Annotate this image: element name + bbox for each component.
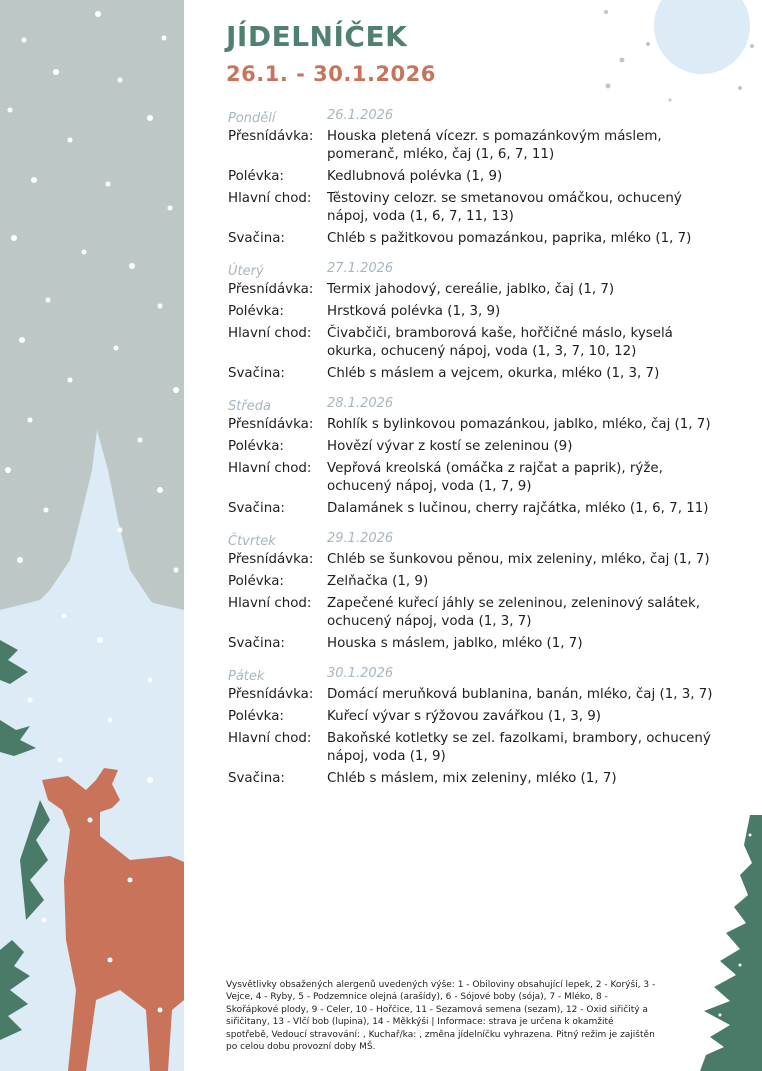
meal-label: Přesnídávka: bbox=[228, 417, 314, 432]
meal-label: Polévka: bbox=[228, 574, 284, 589]
day-date: 29.1.2026 bbox=[327, 531, 394, 546]
meal-label: Hlavní chod: bbox=[228, 596, 312, 611]
meal-text: Čivabčiči, bramborová kaše, hořčičné máslo, kyselá okurka, ochucený nápoj, voda (1, 3, 7, 10, 12) bbox=[327, 326, 673, 359]
meal-label: Polévka: bbox=[228, 439, 284, 454]
meal-row bbox=[228, 686, 716, 704]
meal-label: Hlavní chod: bbox=[228, 191, 312, 206]
day-name: Pondělí bbox=[228, 111, 276, 126]
meal-text: Kuřecí vývar s rýžovou zavářkou (1, 3, 9) bbox=[327, 709, 601, 724]
day-date: 26.1.2026 bbox=[327, 108, 394, 123]
day-monday bbox=[228, 108, 716, 248]
winter-illustration bbox=[0, 0, 184, 1071]
meal-row bbox=[228, 770, 716, 788]
meal-text: Zelňačka (1, 9) bbox=[327, 574, 429, 589]
meal-label: Svačina: bbox=[228, 771, 285, 786]
meal-text: Hovězí vývar z kostí se zeleninou (9) bbox=[327, 439, 573, 454]
meal-text: Hrstková polévka (1, 3, 9) bbox=[327, 304, 501, 319]
day-tuesday bbox=[228, 261, 716, 383]
meal-row bbox=[228, 128, 716, 164]
meal-label: Svačina: bbox=[228, 501, 285, 516]
pine-tree-illustration bbox=[700, 815, 762, 1071]
day-date: 27.1.2026 bbox=[327, 261, 394, 276]
day-name: Úterý bbox=[228, 264, 264, 279]
day-date: 28.1.2026 bbox=[327, 396, 394, 411]
day-header bbox=[228, 108, 716, 128]
meal-row bbox=[228, 573, 716, 591]
meal-label: Přesnídávka: bbox=[228, 552, 314, 567]
meal-row bbox=[228, 460, 716, 496]
meal-label: Hlavní chod: bbox=[228, 461, 312, 476]
meal-text: Chléb s pažitkovou pomazánkou, paprika, mléko (1, 7) bbox=[327, 231, 692, 246]
meal-row bbox=[228, 230, 716, 248]
day-header bbox=[228, 666, 716, 686]
meal-row bbox=[228, 281, 716, 299]
meal-row bbox=[228, 551, 716, 569]
meal-text: Termix jahodový, cereálie, jablko, čaj (1, 7) bbox=[327, 282, 615, 297]
day-name: Pátek bbox=[228, 669, 265, 684]
meal-row bbox=[228, 325, 716, 361]
weekly-menu bbox=[228, 108, 716, 801]
meal-label: Polévka: bbox=[228, 169, 284, 184]
day-date: 30.1.2026 bbox=[327, 666, 394, 681]
meal-label: Svačina: bbox=[228, 366, 285, 381]
day-friday bbox=[228, 666, 716, 788]
meal-row bbox=[228, 730, 716, 766]
meal-label: Přesnídávka: bbox=[228, 129, 314, 144]
date-range: 26.1. - 30.1.2026 bbox=[226, 62, 436, 86]
day-name: Čtvrtek bbox=[228, 534, 276, 549]
meal-text: Domácí meruňková bublanina, banán, mléko, čaj (1, 3, 7) bbox=[327, 687, 713, 702]
meal-label: Hlavní chod: bbox=[228, 731, 312, 746]
meal-text: Dalamánek s lučinou, cherry rajčátka, mléko (1, 6, 7, 11) bbox=[327, 501, 709, 516]
meal-label: Přesnídávka: bbox=[228, 687, 314, 702]
meal-row bbox=[228, 416, 716, 434]
moon-illustration bbox=[590, 0, 762, 110]
page-title: JÍDELNÍČEK bbox=[226, 20, 408, 53]
meal-row bbox=[228, 708, 716, 726]
meal-text: Kedlubnová polévka (1, 9) bbox=[327, 169, 503, 184]
day-thursday bbox=[228, 531, 716, 653]
meal-text: Zapečené kuřecí jáhly se zeleninou, zeleninový salátek, ochucený nápoj, voda (1, 3, 7) bbox=[327, 596, 701, 629]
meal-label: Hlavní chod: bbox=[228, 326, 312, 341]
meal-text: Chléb s máslem a vejcem, okurka, mléko (1, 3, 7) bbox=[327, 366, 660, 381]
day-header bbox=[228, 396, 716, 416]
meal-text: Houska s máslem, jablko, mléko (1, 7) bbox=[327, 636, 583, 651]
day-header bbox=[228, 531, 716, 551]
meal-row bbox=[228, 635, 716, 653]
meal-row bbox=[228, 438, 716, 456]
moon-icon bbox=[654, 0, 750, 74]
meal-text: Těstoviny celozr. se smetanovou omáčkou, ochucený nápoj, voda (1, 6, 7, 11, 13) bbox=[327, 191, 682, 224]
meal-label: Polévka: bbox=[228, 304, 284, 319]
allergen-footnote: Vysvětlivky obsažených alergenů uvedených výše: 1 - Obiloviny obsahující lepek, 2 - Korýši, 3 - Vejce, 4 - Ryby, 5 - Podzemnice olejná (arašídy), 6 - Sójové boby (sója), 7 - Mléko, 8 - Skořápkové plody, 9 - Celer, 10 - Hořčice, 11 - Sezamová semena (sezam), 12 - Oxid siřičitý a siřičitany, 13 - Vlčí bob (lupina), 14 - Měkkýši | Informace: strava je určena k okamžité spotřebě, Vedoucí stravování: , Kuchař/ka: , změna jídelníčku vyhrazena. Pitný režim je zajištěn po celou dobu provozní doby MŠ. bbox=[226, 980, 656, 1053]
pine-branch-icon bbox=[700, 815, 762, 1071]
meal-label: Svačina: bbox=[228, 231, 285, 246]
meal-text: Chléb se šunkovou pěnou, mix zeleniny, mléko, čaj (1, 7) bbox=[327, 552, 710, 567]
meal-label: Přesnídávka: bbox=[228, 282, 314, 297]
day-header bbox=[228, 261, 716, 281]
meal-text: Rohlík s bylinkovou pomazánkou, jablko, mléko, čaj (1, 7) bbox=[327, 417, 711, 432]
meal-label: Svačina: bbox=[228, 636, 285, 651]
meal-row bbox=[228, 190, 716, 226]
day-name: Středa bbox=[228, 399, 271, 414]
meal-row bbox=[228, 168, 716, 186]
meal-row bbox=[228, 500, 716, 518]
meal-text: Bakoňské kotletky se zel. fazolkami, brambory, ochucený nápoj, voda (1, 9) bbox=[327, 731, 711, 764]
meal-row bbox=[228, 595, 716, 631]
meal-text: Vepřová kreolská (omáčka z rajčat a paprik), rýže, ochucený nápoj, voda (1, 7, 9) bbox=[327, 461, 663, 494]
meal-label: Polévka: bbox=[228, 709, 284, 724]
day-wednesday bbox=[228, 396, 716, 518]
meal-text: Chléb s máslem, mix zeleniny, mléko (1, 7) bbox=[327, 771, 617, 786]
meal-row bbox=[228, 365, 716, 383]
meal-row bbox=[228, 303, 716, 321]
meal-text: Houska pletená vícezr. s pomazánkovým máslem, pomeranč, mléko, čaj (1, 6, 7, 11) bbox=[327, 129, 662, 162]
